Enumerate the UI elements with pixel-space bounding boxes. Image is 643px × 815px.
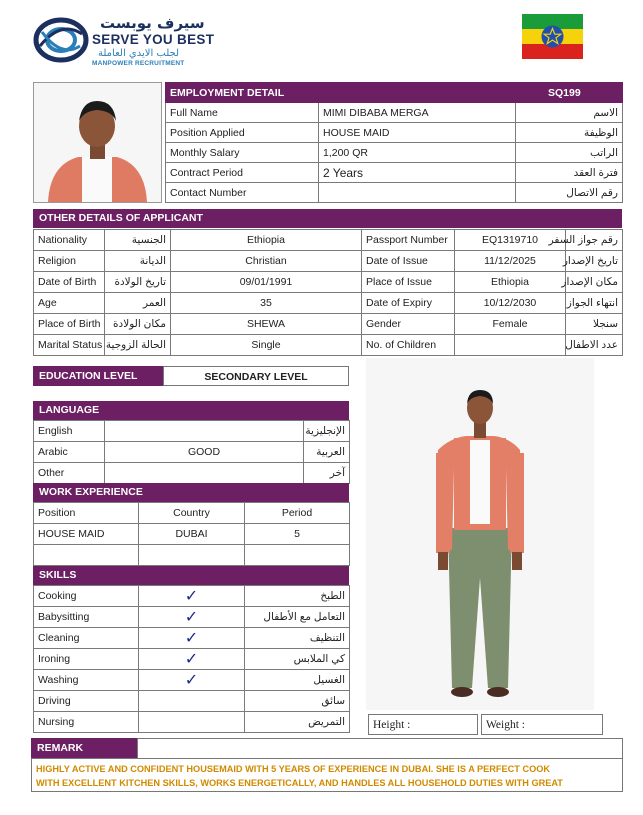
language-arabic-level: GOOD <box>105 442 304 463</box>
label-religion-ar: الديانة <box>105 251 171 272</box>
label-age: Age <box>34 293 105 314</box>
value-passport-number: EQ1319710 <box>455 230 566 251</box>
work-row-position <box>34 545 139 566</box>
label-monthly-salary: Monthly Salary <box>166 143 319 163</box>
language-arabic-label-ar: العربية <box>304 442 350 463</box>
skill-babysitting-label: Babysitting <box>34 607 139 628</box>
employment-detail-table <box>165 82 623 203</box>
skill-cleaning-label: Cleaning <box>34 628 139 649</box>
other-details-header: OTHER DETAILS OF APPLICANT <box>33 209 622 228</box>
value-contract-period: 2 Years <box>319 163 516 183</box>
logo-subtitle: MANPOWER RECRUITMENT <box>92 60 185 67</box>
company-logo <box>34 12 234 70</box>
weight-field: Weight : <box>481 714 603 735</box>
value-contact-number <box>319 183 516 203</box>
label-date-of-expiry-ar: انتهاء الجواز <box>566 293 623 314</box>
value-date-of-issue: 11/12/2025 <box>455 251 566 272</box>
skills-table <box>33 585 350 733</box>
value-age: 35 <box>171 293 362 314</box>
skill-nursing-label-ar: التمريض <box>245 712 350 733</box>
value-date-of-birth: 09/01/1991 <box>171 272 362 293</box>
skill-driving-check-icon <box>139 691 245 712</box>
label-place-of-issue-ar: مكان الإصدار <box>566 272 623 293</box>
value-full-name: MIMI DIBABA MERGA <box>319 103 516 123</box>
language-arabic-label: Arabic <box>34 442 105 463</box>
language-other-label: Other <box>34 463 105 484</box>
logo-arabic-subtext: لجلب الايدي العاملة <box>98 48 180 59</box>
language-other-label-ar: آخر <box>304 463 350 484</box>
ethiopia-flag-icon <box>522 14 583 59</box>
label-date-of-issue-ar: تاريخ الإصدار <box>566 251 623 272</box>
skill-cleaning-check-icon: ✓ <box>139 628 245 649</box>
work-row-country: DUBAI <box>139 524 245 545</box>
value-marital-status: Single <box>171 335 362 356</box>
skill-washing-label: Washing <box>34 670 139 691</box>
value-no-of-children <box>455 335 566 356</box>
label-gender-ar: سنجلا <box>566 314 623 335</box>
work-header-position: Position <box>34 503 139 524</box>
label-passport-number-ar: رقم جواز السفر <box>566 230 623 251</box>
logo-arabic-text: سيرف يوبست <box>100 14 205 32</box>
label-age-ar: العمر <box>105 293 171 314</box>
label-nationality-ar: الجنسية <box>105 230 171 251</box>
skill-babysitting-check-icon: ✓ <box>139 607 245 628</box>
other-details-table <box>33 229 623 356</box>
skills-header: SKILLS <box>33 566 349 585</box>
label-religion: Religion <box>34 251 105 272</box>
remark-header-fill <box>137 738 623 758</box>
value-place-of-birth: SHEWA <box>171 314 362 335</box>
skill-washing-label-ar: الغسيل <box>245 670 350 691</box>
logo-mark-icon <box>34 18 88 62</box>
label-gender: Gender <box>362 314 455 335</box>
value-gender: Female <box>455 314 566 335</box>
language-english-label: English <box>34 421 105 442</box>
label-monthly-salary-ar: الراتب <box>516 143 623 163</box>
value-religion: Christian <box>171 251 362 272</box>
work-row-position: HOUSE MAID <box>34 524 139 545</box>
label-date-of-birth: Date of Birth <box>34 272 105 293</box>
label-nationality: Nationality <box>34 230 105 251</box>
education-level-header: EDUCATION LEVEL <box>33 366 163 386</box>
skill-driving-label-ar: سائق <box>245 691 350 712</box>
label-no-of-children-ar: عدد الاطفال <box>566 335 623 356</box>
education-level-value: SECONDARY LEVEL <box>163 366 349 386</box>
height-field: Height : <box>368 714 478 735</box>
employment-detail-title: EMPLOYMENT DETAIL <box>166 83 516 103</box>
label-full-name: Full Name <box>166 103 319 123</box>
language-table <box>33 420 350 484</box>
value-position-applied: HOUSE MAID <box>319 123 516 143</box>
label-full-name-ar: الاسم <box>516 103 623 123</box>
value-date-of-expiry: 10/12/2030 <box>455 293 566 314</box>
label-marital-status: Marital Status <box>34 335 105 356</box>
skill-driving-label: Driving <box>34 691 139 712</box>
label-contract-period-ar: فترة العقد <box>516 163 623 183</box>
language-english-label-ar: الإنجليزية <box>304 421 350 442</box>
label-date-of-birth-ar: تاريخ الولادة <box>105 272 171 293</box>
remark-header: REMARK <box>31 738 137 758</box>
label-contact-number: Contact Number <box>166 183 319 203</box>
value-nationality: Ethiopia <box>171 230 362 251</box>
skill-nursing-check-icon <box>139 712 245 733</box>
skill-ironing-label-ar: كي الملابس <box>245 649 350 670</box>
logo-english-text: SERVE YOU BEST <box>92 32 215 47</box>
applicant-photo-full <box>366 358 594 710</box>
label-position-applied: Position Applied <box>166 123 319 143</box>
value-monthly-salary: 1,200 QR <box>319 143 516 163</box>
label-date-of-issue: Date of Issue <box>362 251 455 272</box>
work-header-country: Country <box>139 503 245 524</box>
language-other-level <box>105 463 304 484</box>
skill-cleaning-label-ar: التنظيف <box>245 628 350 649</box>
label-place-of-birth: Place of Birth <box>34 314 105 335</box>
remark-line-1: HIGHLY ACTIVE AND CONFIDENT HOUSEMAID WITH 5 YEARS OF EXPERIENCE IN DUBAI. SHE IS A PERFECT COOK <box>36 764 551 774</box>
label-place-of-birth-ar: مكان الولادة <box>105 314 171 335</box>
language-header: LANGUAGE <box>33 401 349 420</box>
label-marital-status-ar: الحالة الزوجية <box>105 335 171 356</box>
skill-nursing-label: Nursing <box>34 712 139 733</box>
work-experience-header: WORK EXPERIENCE <box>33 483 349 502</box>
work-row-period: 5 <box>245 524 350 545</box>
skill-ironing-check-icon: ✓ <box>139 649 245 670</box>
remark-line-2: WITH EXCELLENT KITCHEN SKILLS, WORKS ENERGETICALLY, AND HANDLES ALL HOUSEHOLD DUTIES WITH GREAT <box>36 778 563 788</box>
language-english-level <box>105 421 304 442</box>
work-row-country <box>139 545 245 566</box>
label-date-of-expiry: Date of Expiry <box>362 293 455 314</box>
skill-ironing-label: Ironing <box>34 649 139 670</box>
value-place-of-issue: Ethiopia <box>455 272 566 293</box>
skill-cooking-check-icon: ✓ <box>139 586 245 607</box>
label-contact-number-ar: رقم الاتصال <box>516 183 623 203</box>
remark-text <box>31 758 623 792</box>
skill-cooking-label: Cooking <box>34 586 139 607</box>
work-header-period: Period <box>245 503 350 524</box>
label-no-of-children: No. of Children <box>362 335 455 356</box>
label-contract-period: Contract Period <box>166 163 319 183</box>
label-place-of-issue: Place of Issue <box>362 272 455 293</box>
work-row-period <box>245 545 350 566</box>
label-passport-number: Passport Number <box>362 230 455 251</box>
skill-babysitting-label-ar: التعامل مع الأطفال <box>245 607 350 628</box>
reference-code: SQ199 <box>516 83 623 103</box>
label-position-applied-ar: الوظيفة <box>516 123 623 143</box>
work-experience-table <box>33 502 350 566</box>
skill-washing-check-icon: ✓ <box>139 670 245 691</box>
skill-cooking-label-ar: الطبخ <box>245 586 350 607</box>
applicant-photo-small <box>33 82 162 203</box>
